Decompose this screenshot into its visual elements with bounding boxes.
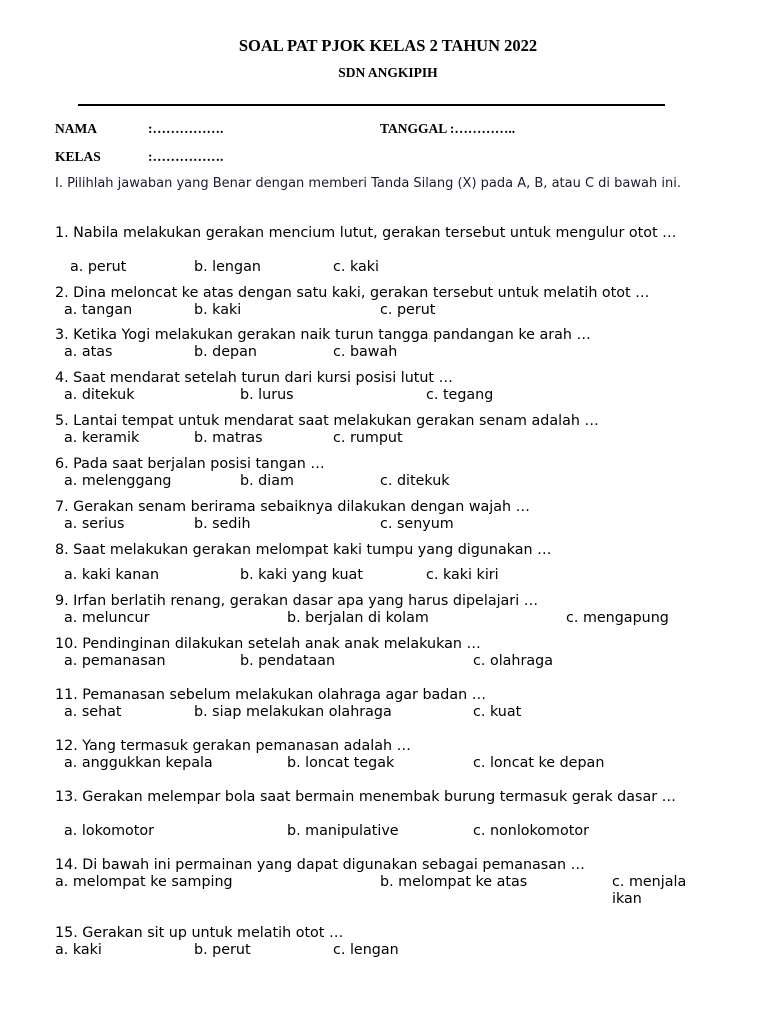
option-c[interactable]: c. bawah [333,344,398,360]
option-b[interactable]: b. lengan [194,259,261,275]
option-c[interactable]: c. menjala ikan [612,874,687,907]
option-c[interactable]: c. rumput [333,430,403,446]
instruction-text: I. Pilihlah jawaban yang Benar dengan memberi Tanda Silang (X) pada A, B, atau C di bawah ini. [55,176,681,191]
date-field: TANGGAL :………….. [380,121,516,136]
option-b[interactable]: b. kaki yang kuat [240,567,363,583]
question-text: 10. Pendinginan dilakukan setelah anak anak melakukan … [55,636,481,652]
option-c[interactable]: c. mengapung [566,610,669,626]
option-a[interactable]: a. sehat [64,704,122,720]
answer-options [0,430,768,447]
option-b[interactable]: b. pendataan [240,653,336,669]
option-a[interactable]: a. meluncur [64,610,150,626]
option-c[interactable]: c. senyum [380,516,454,532]
option-c[interactable]: c. kaki kiri [426,567,499,583]
question-text: 15. Gerakan sit up untuk melatih otot … [55,925,344,941]
question-text: 7. Gerakan senam berirama sebaiknya dilakukan dengan wajah … [55,499,530,515]
option-b[interactable]: b. depan [194,344,257,360]
question-text: 6. Pada saat berjalan posisi tangan … [55,456,325,472]
option-b[interactable]: b. loncat tegak [287,755,395,771]
option-a[interactable]: a. melompat ke samping [55,874,233,890]
question-text: 14. Di bawah ini permainan yang dapat digunakan sebagai pemanasan … [55,857,585,873]
question-text: 5. Lantai tempat untuk mendarat saat melakukan gerakan senam adalah … [55,413,599,429]
option-a[interactable]: a. melenggang [64,473,172,489]
option-c[interactable]: c. perut [380,302,436,318]
option-b[interactable]: b. diam [240,473,294,489]
option-b[interactable]: b. siap melakukan olahraga [194,704,392,720]
answer-options [0,302,768,319]
exam-title: SOAL PAT PJOK KELAS 2 TAHUN 2022 [238,36,538,55]
question-text: 9. Irfan berlatih renang, gerakan dasar apa yang harus dipelajari … [55,593,539,609]
header-divider [78,104,665,106]
answer-options [0,653,768,670]
option-a[interactable]: a. lokomotor [64,823,154,839]
answer-options [0,610,768,627]
option-a[interactable]: a. kaki [55,942,102,958]
class-label: KELAS [55,149,101,164]
option-b[interactable]: b. matras [194,430,263,446]
class-field: :……………. [148,149,224,164]
option-c[interactable]: c. kuat [473,704,522,720]
answer-options [0,874,768,907]
question-text: 8. Saat melakukan gerakan melompat kaki tumpu yang digunakan … [55,542,552,558]
option-c[interactable]: c. tegang [426,387,494,403]
name-label: NAMA [55,121,97,136]
question-text: 11. Pemanasan sebelum melakukan olahraga agar badan … [55,687,487,703]
option-a[interactable]: a. anggukkan kepala [64,755,213,771]
option-a[interactable]: a. serius [64,516,125,532]
option-b[interactable]: b. manipulative [287,823,399,839]
option-b[interactable]: b. berjalan di kolam [287,610,429,626]
option-a[interactable]: a. pemanasan [64,653,166,669]
answer-options [0,473,768,490]
question-text: 3. Ketika Yogi melakukan gerakan naik turun tangga pandangan ke arah … [55,327,591,343]
answer-options [0,387,768,404]
option-b[interactable]: b. perut [194,942,251,958]
option-c[interactable]: c. nonlokomotor [473,823,589,839]
question-text: 4. Saat mendarat setelah turun dari kursi posisi lutut … [55,370,453,386]
answer-options [0,516,768,533]
option-c[interactable]: c. loncat ke depan [473,755,605,771]
option-b[interactable]: b. lurus [240,387,294,403]
answer-options [0,567,768,584]
answer-options [0,942,768,959]
option-c[interactable]: c. ditekuk [380,473,450,489]
option-c[interactable]: c. olahraga [473,653,553,669]
option-a[interactable]: a. perut [70,259,127,275]
question-text: 1. Nabila melakukan gerakan mencium lutut, gerakan tersebut untuk mengulur otot … [55,225,677,241]
option-b[interactable]: b. sedih [194,516,251,532]
answer-options [0,704,768,721]
option-c[interactable]: c. kaki [333,259,379,275]
answer-options [0,344,768,361]
school-name: SDN ANGKIPIH [338,65,438,80]
option-a[interactable]: a. tangan [64,302,133,318]
answer-options [0,259,768,276]
question-text: 2. Dina meloncat ke atas dengan satu kaki, gerakan tersebut untuk melatih otot … [55,285,650,301]
option-a[interactable]: a. atas [64,344,113,360]
option-a[interactable]: a. keramik [64,430,140,446]
option-b[interactable]: b. melompat ke atas [380,874,528,890]
question-text: 13. Gerakan melempar bola saat bermain menembak burung termasuk gerak dasar … [55,789,676,805]
answer-options [0,755,768,772]
option-c[interactable]: c. lengan [333,942,399,958]
option-b[interactable]: b. kaki [194,302,242,318]
option-a[interactable]: a. kaki kanan [64,567,160,583]
answer-options [0,823,768,840]
question-text: 12. Yang termasuk gerakan pemanasan adalah … [55,738,411,754]
name-field: :……………. [148,121,224,136]
option-a[interactable]: a. ditekuk [64,387,135,403]
